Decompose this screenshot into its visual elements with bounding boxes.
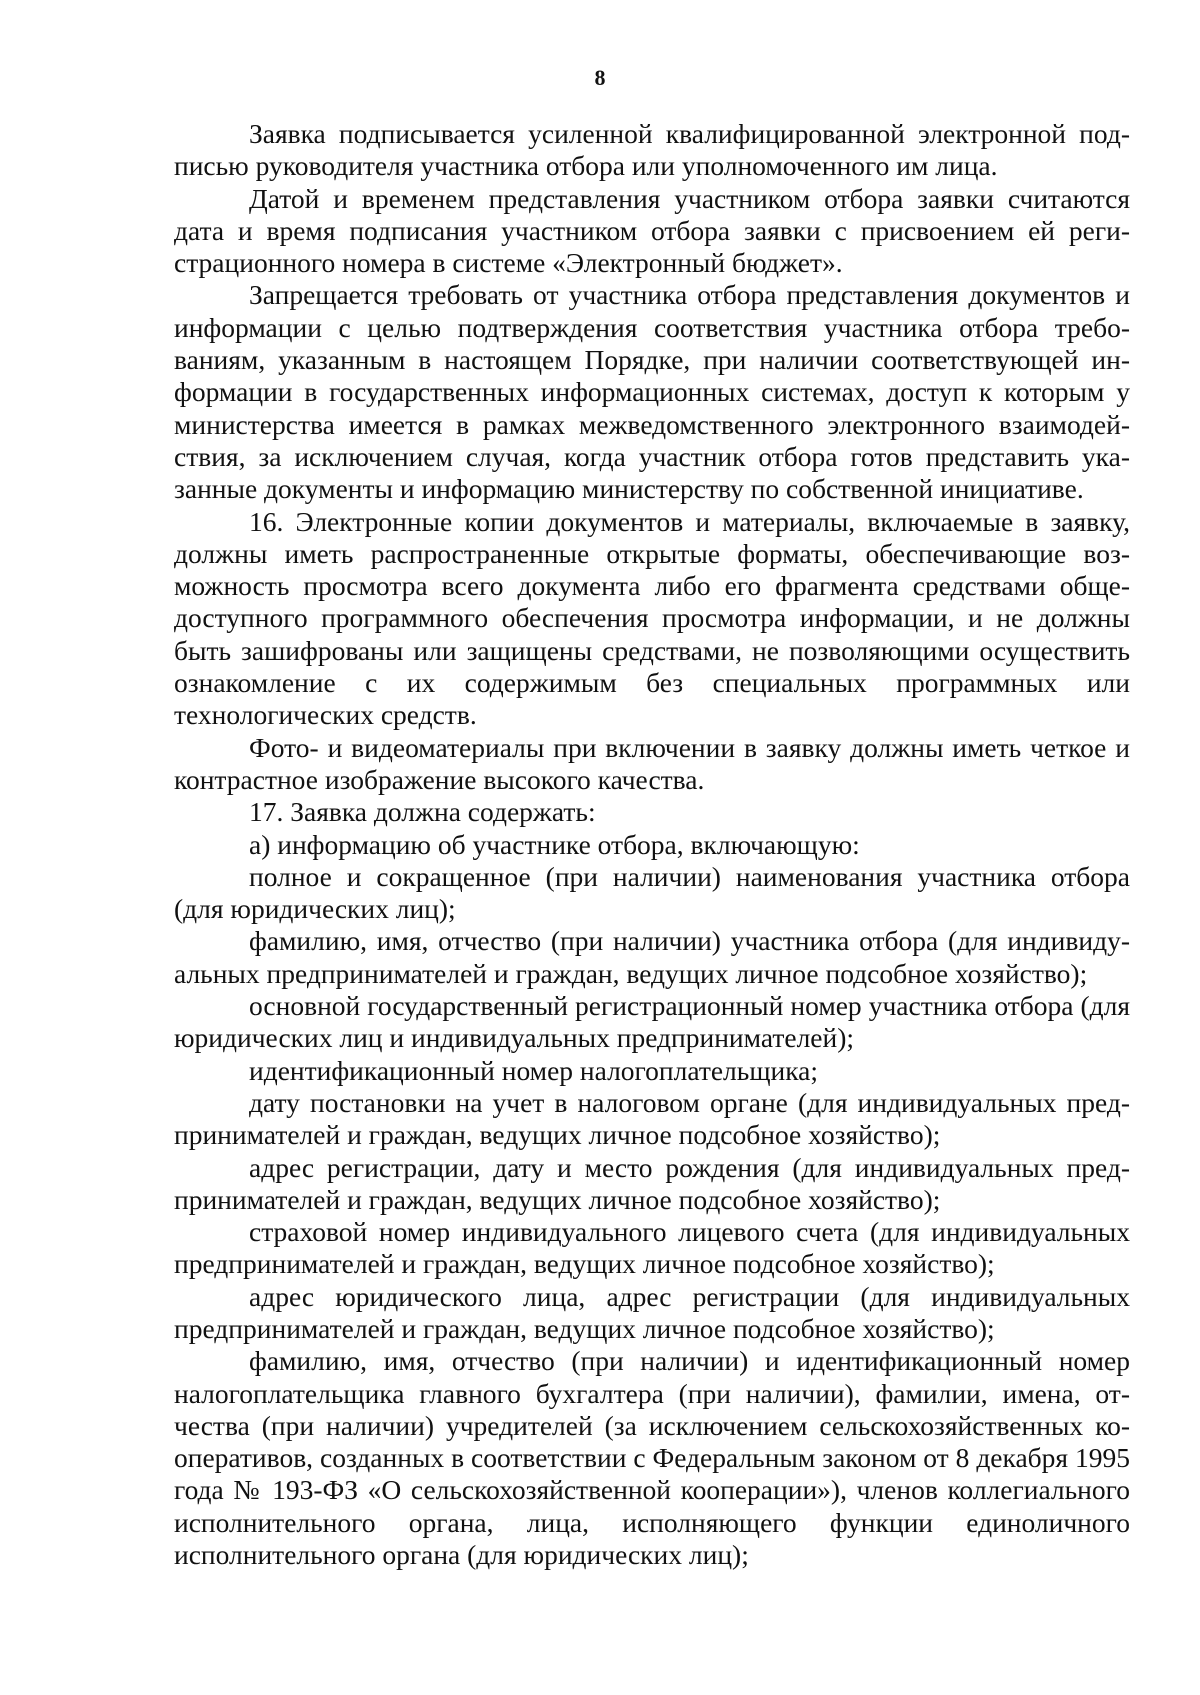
paragraph-document-requirements: Запрещается требовать от участника отбора представления документов и информации с целью подтверждения соответствия участника отбора требованиям, указанным в настоящем Порядке, при наличии соответствующей информации в государственных информационных системах, доступ к которым у министерства имеется в рамках межведомственного электронного взаимодействия, за исключением случая, когда участник отбора готов представить указанные документы и информацию министерству по собственной инициативе. (174, 279, 1130, 505)
list-item-ogrn: основной государственный регистрационный номер участника отбора (для юридических лиц и индивидуальных предпринимателей); (174, 990, 1130, 1054)
list-item-address-birth: адрес регистрации, дату и место рождения (для индивидуальных предпринимателей и граждан, ведущих личное подсобное хозяйство); (174, 1151, 1130, 1215)
list-item-legal-address: адрес юридического лица, адрес регистрации (для индивидуальных предпринимателей и граждан, ведущих личное подсобное хозяйство); (174, 1280, 1130, 1344)
list-item-snils: страховой номер индивидуального лицевого счета (для индивидуальных предпринимателей и граждан, ведущих личное подсобное хозяйство); (174, 1216, 1130, 1280)
list-item-tax-registration-date: дату постановки на учет в налоговом органе (для индивидуальных предпринимателей и граждан, ведущих личное подсобное хозяйство); (174, 1086, 1130, 1151)
page-number: 8 (594, 65, 606, 90)
document-body (174, 118, 1130, 1571)
list-item-officers: фамилию, имя, отчество (при наличии) и идентификационный номер налогоплательщика главного бухгалтера (при наличии), фамилии, имена, отчества (при наличии) учредителей (за исключением сельскохозяйственных кооперативов, созданных в соответствии с Федеральным законом от 8 декабря 1995 года № 193-ФЗ «О сельскохозяйственной кооперации»), членов коллегиального исполнительного органа, лица, исполняющего функции единоличного исполнительного органа (для юридических лиц); (174, 1345, 1130, 1571)
paragraph-photo-video: Фото- и видеоматериалы при включении в заявку должны иметь четкое и контрастное изображение высокого качества. (174, 731, 1130, 795)
list-item-person-name: фамилию, имя, отчество (при наличии) участника отбора (для индивидуальных предпринимателей и граждан, ведущих личное подсобное хозяйство); (174, 925, 1130, 989)
list-item-full-name: полное и сокращенное (при наличии) наименования участника отбора (для юридических лиц); (174, 860, 1130, 925)
paragraph-submission-date: Датой и временем представления участником отбора заявки считаются дата и время подписания участником отбора заявки с присвоением ей регистрационного номера в системе «Электронный бюджет». (174, 182, 1130, 279)
paragraph-item-17: 17. Заявка должна содержать: (249, 796, 596, 828)
paragraph-item-16: 16. Электронные копии документов и материалы, включаемые в заявку, должны иметь распространенные открытые форматы, обеспечивающие возможность просмотра всего документа либо его фрагмента средствами общедоступного программного обеспечения просмотра информации, и не должны быть зашифрованы или защищены средствами, не позволяющими осуществить ознакомление с их содержимым без специальных программных или технологических средств. (174, 505, 1130, 731)
list-item-a: а) информацию об участнике отбора, включающую: (249, 828, 860, 860)
list-item-inn: идентификационный номер налогоплательщика; (249, 1054, 819, 1086)
paragraph-signature: Заявка подписывается усиленной квалифицированной электронной подписью руководителя участника отбора или уполномоченного им лица. (174, 118, 1130, 182)
